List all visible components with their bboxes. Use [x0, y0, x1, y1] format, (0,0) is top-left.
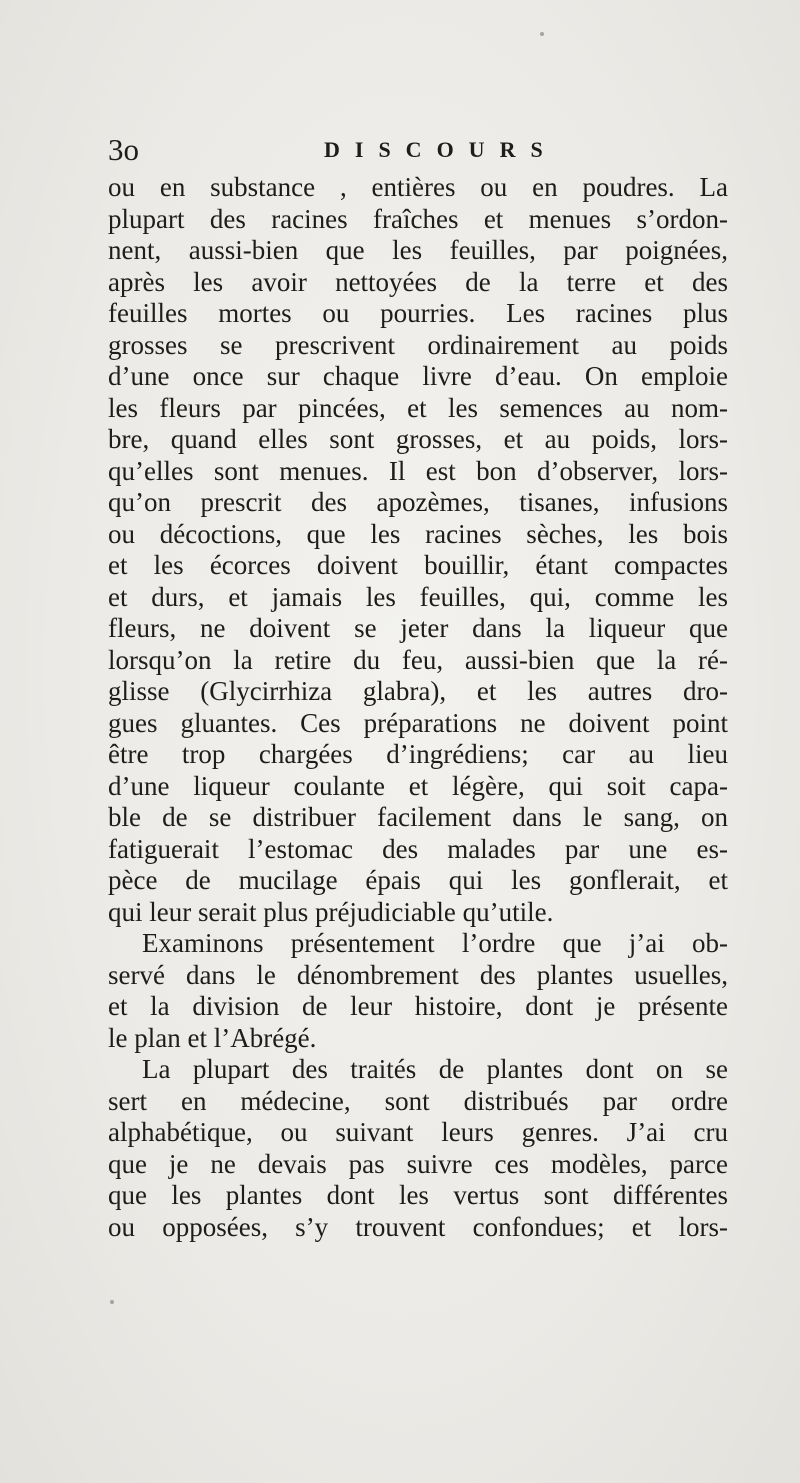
ink-speck: [110, 1300, 114, 1304]
text-line: plupart des racines fraîches et menues s’ordon-: [108, 203, 728, 234]
text-line: grosses se prescrivent ordinairement au poids: [108, 329, 728, 360]
text-line: et les écorces doivent bouillir, étant compactes: [108, 550, 728, 580]
body-text: [108, 172, 728, 1243]
text-line: être trop chargées d’ingrédiens; car au lieu: [108, 739, 728, 769]
page-number: 3o: [108, 132, 139, 167]
text-line: ble de se distribuer facilement dans le sang, on: [108, 802, 728, 832]
text-line: ou en substance , entières ou en poudres. La: [108, 172, 728, 202]
paragraph-1: [108, 172, 728, 928]
text-line: et la division de leur histoire, dont je présente: [108, 991, 728, 1021]
paragraph-3: [108, 1054, 728, 1243]
text-line: fatiguerait l’estomac des malades par une es-: [108, 833, 728, 864]
paragraph-2: [108, 928, 728, 1054]
text-line: ou décoctions, que les racines sèches, les bois: [108, 518, 728, 549]
text-line: lorsqu’on la retire du feu, aussi-bien que la ré-: [108, 644, 728, 675]
text-line: pèce de mucilage épais qui les gonflerait, et: [108, 865, 728, 895]
text-line: sert en médecine, sont distribués par ordre: [108, 1085, 728, 1116]
ink-speck: [540, 32, 544, 36]
text-line: feuilles mortes ou pourries. Les racines plus: [108, 298, 728, 328]
text-line: après les avoir nettoyées de la terre et des: [108, 266, 728, 297]
text-line: servé dans le dénombrement des plantes usuelles,: [108, 959, 728, 990]
text-line: le plan et l’Abrégé.: [108, 1022, 317, 1053]
text-line: glisse (Glycirrhiza glabra), et les autres dro-: [108, 676, 728, 706]
text-line: ou opposées, s’y trouvent confondues; et lors-: [108, 1211, 728, 1242]
text-line: nent, aussi-bien que les feuilles, par poignées,: [108, 235, 728, 265]
page-header: [108, 128, 728, 172]
text-line: d’une once sur chaque livre d’eau. On emploie: [108, 361, 728, 391]
text-line: bre, quand elles sont grosses, et au poids, lors-: [108, 424, 728, 454]
text-line: que je ne devais pas suivre ces modèles, parce: [108, 1148, 728, 1179]
text-line: que les plantes dont les vertus sont différentes: [108, 1180, 728, 1210]
text-line: les fleurs par pincées, et les semences au nom-: [108, 392, 728, 423]
text-line: qui leur serait plus préjudiciable qu’utile.: [108, 896, 554, 927]
text-line: qu’on prescrit des apozèmes, tisanes, infusions: [108, 487, 728, 517]
text-line: d’une liqueur coulante et légère, qui soit capa-: [108, 770, 728, 801]
text-line: alphabétique, ou suivant leurs genres. J’ai cru: [108, 1117, 728, 1147]
text-line: gues gluantes. Ces préparations ne doivent point: [108, 707, 728, 738]
text-line: qu’elles sont menues. Il est bon d’observer, lors-: [108, 455, 728, 486]
text-line: et durs, et jamais les feuilles, qui, comme les: [108, 581, 728, 612]
text-line: La plupart des traités de plantes dont on se: [142, 1054, 728, 1084]
text-line: Examinons présentement l’ordre que j’ai ob-: [142, 928, 728, 958]
running-title: DISCOURS: [324, 137, 558, 162]
text-line: fleurs, ne doivent se jeter dans la liqueur que: [108, 613, 728, 643]
